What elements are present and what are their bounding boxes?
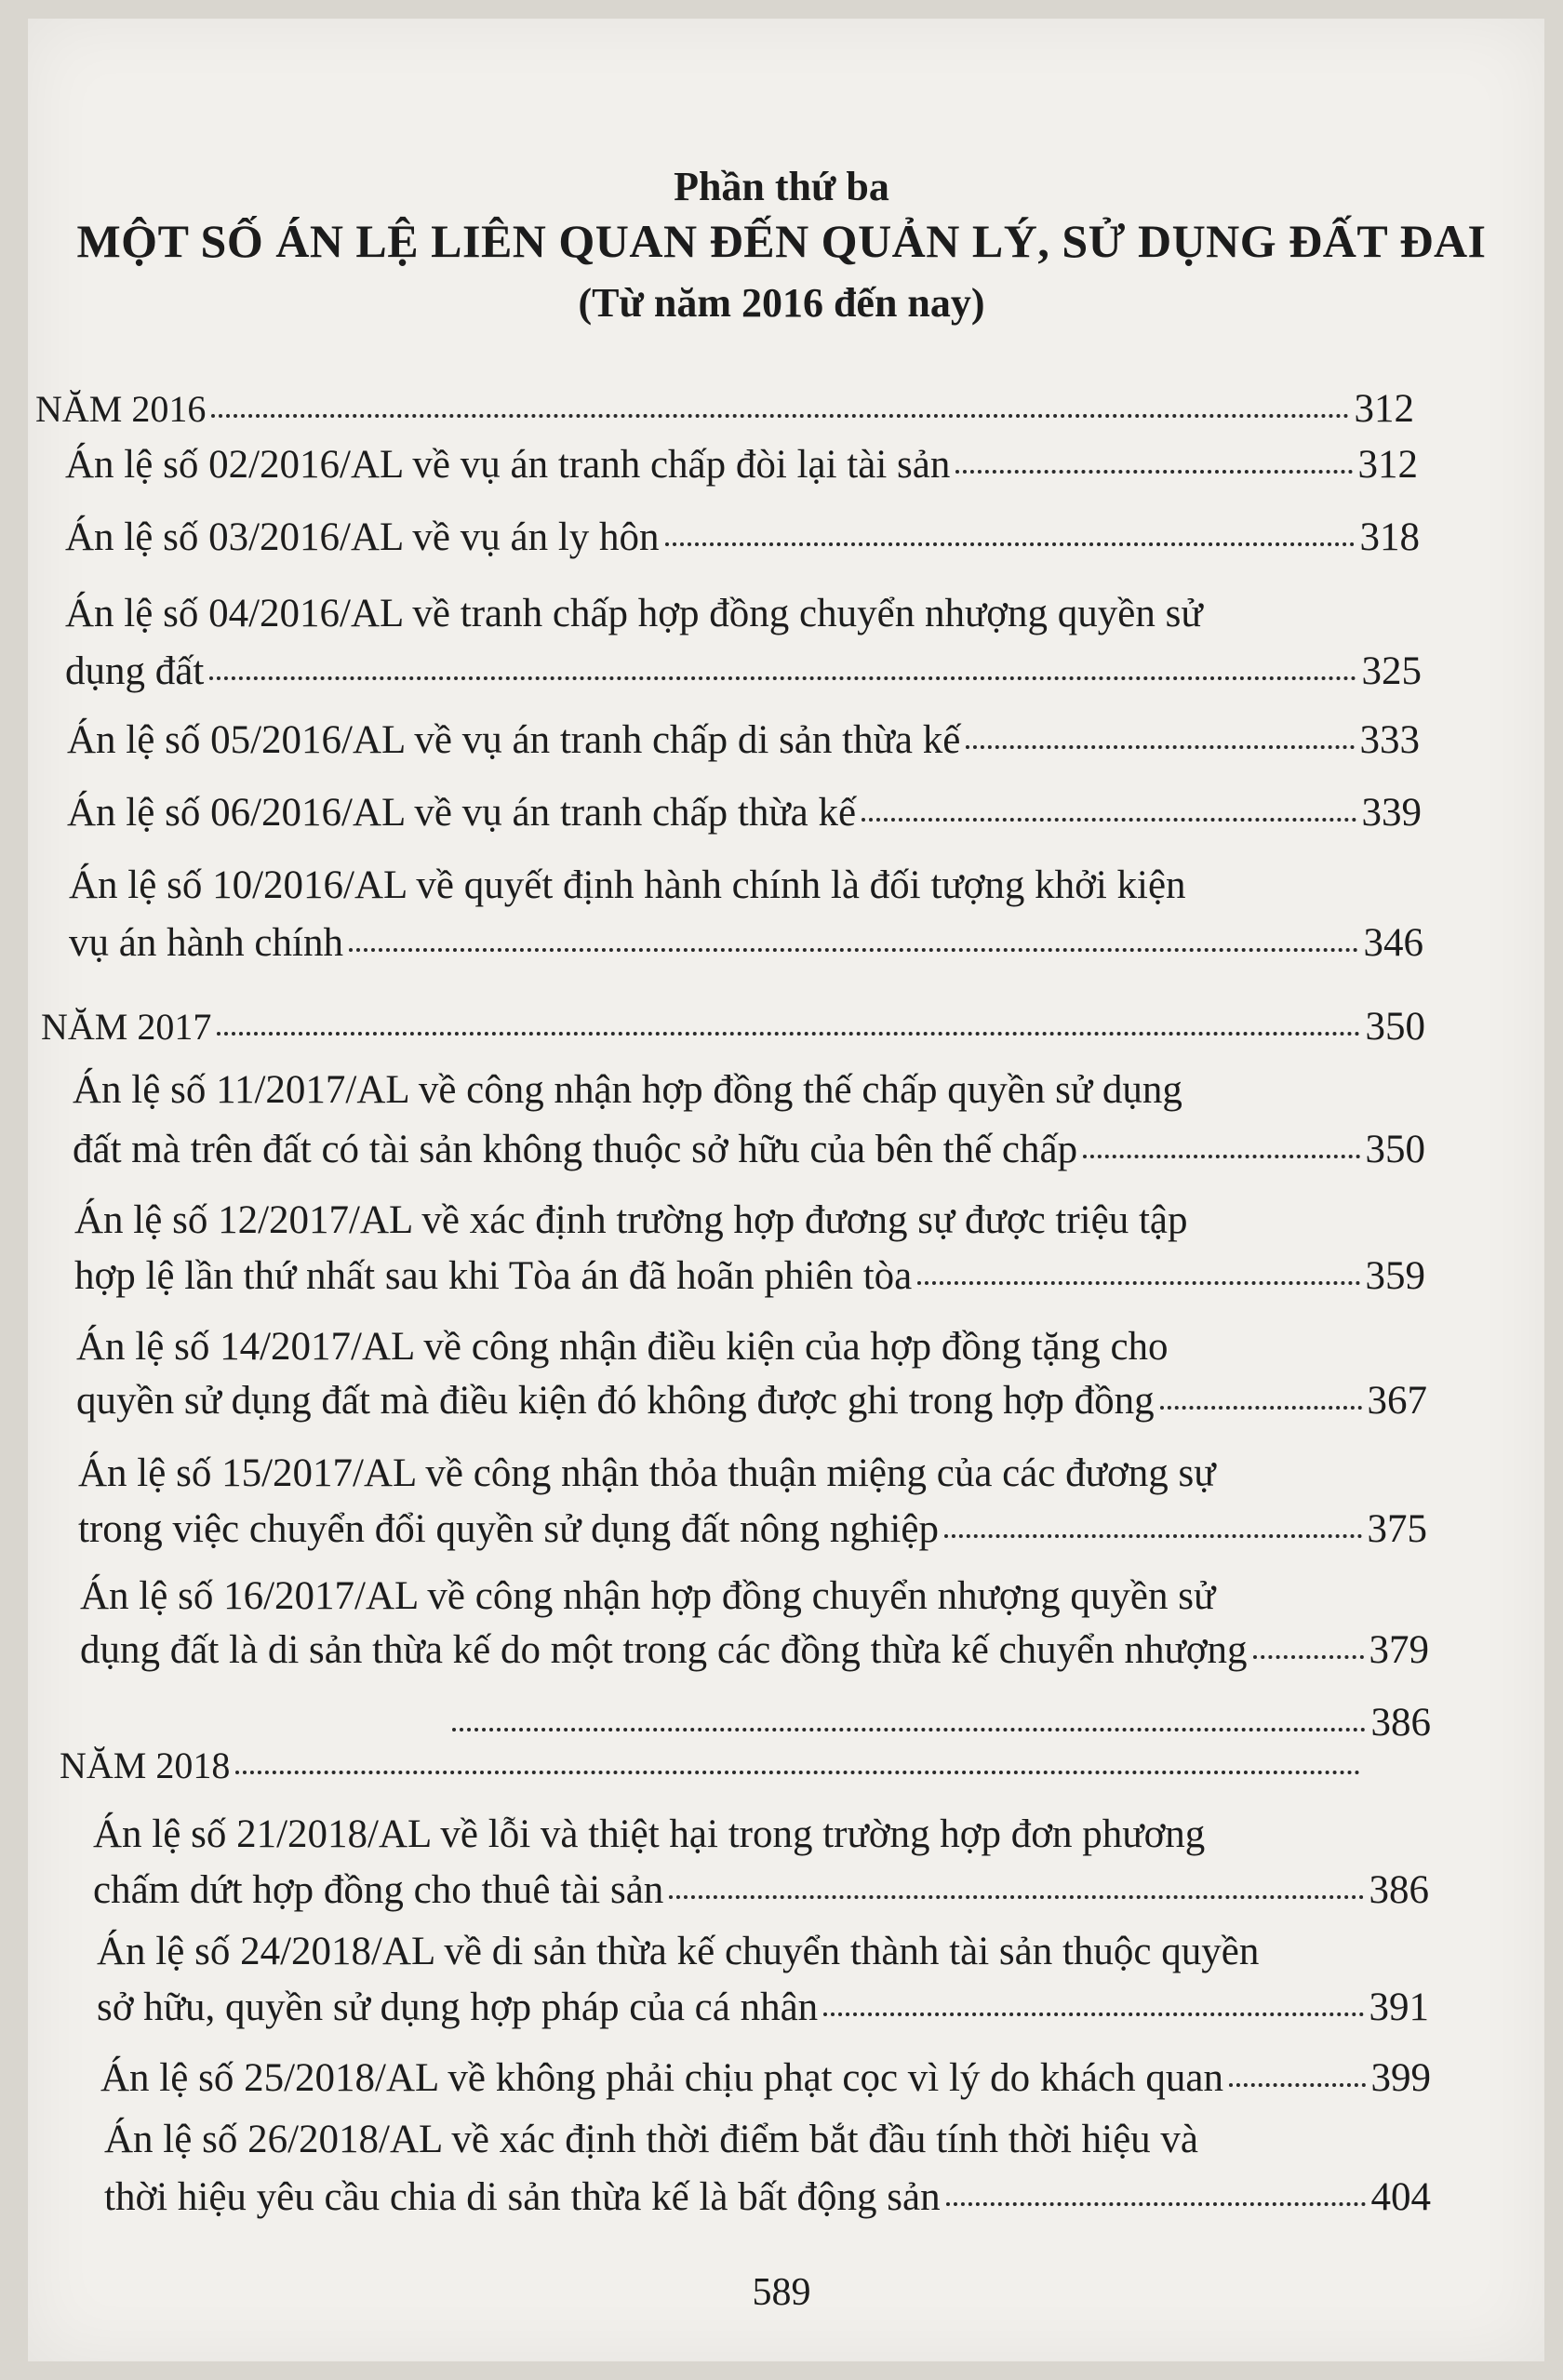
toc-entry-title: trong việc chuyển đổi quyền sử dụng đất nông nghiệp: [78, 1507, 939, 1551]
toc-entry-15-2017-line1: Án lệ số 15/2017/AL về công nhận thỏa thuận miệng của các đương sự: [78, 1451, 1216, 1495]
toc-entry-21-2018-line1: Án lệ số 21/2018/AL về lỗi và thiệt hại trong trường hợp đơn phương: [93, 1812, 1206, 1856]
toc-page-number: 346: [1363, 921, 1423, 965]
toc-page-number: 359: [1365, 1254, 1425, 1298]
toc-leader: [862, 817, 1356, 822]
toc-entry-24-2018: [97, 1987, 1429, 2027]
toc-entry-title: vụ án hành chính: [69, 921, 343, 965]
toc-page-number: 350: [1365, 1128, 1425, 1171]
toc-page-number: 318: [1359, 515, 1420, 559]
toc-year-2018: [60, 1747, 1366, 1785]
toc-entry-16-2017-line1: Án lệ số 16/2017/AL về công nhận hợp đồng chuyển nhượng quyền sử: [80, 1574, 1216, 1618]
toc-entry-title: đất mà trên đất có tài sản không thuộc sở hữu của bên thế chấp: [73, 1128, 1078, 1171]
toc-page-number: 339: [1361, 791, 1422, 835]
toc-entry-title: dụng đất: [65, 649, 205, 693]
toc-leader: [1253, 1654, 1364, 1659]
toc-page-number: 350: [1365, 1005, 1425, 1049]
toc-leader: [209, 675, 1356, 680]
toc-leader: [211, 413, 1348, 418]
toc-year-2017: [41, 1007, 1425, 1047]
toc-leader-line-386: [447, 1703, 1431, 1743]
toc-entry-26-2018: [104, 2177, 1431, 2217]
toc-page-number: 386: [1370, 1701, 1431, 1745]
toc-leader: [966, 744, 1354, 749]
toc-entry-title: Án lệ số 03/2016/AL về vụ án ly hôn: [65, 515, 660, 559]
toc-leader: [1229, 2082, 1366, 2087]
main-title: MỘT SỐ ÁN LỆ LIÊN QUAN ĐẾN QUẢN LÝ, SỬ DỤNG ĐẤT ĐAI: [76, 215, 1487, 267]
toc-entry-10-2016-line1: Án lệ số 10/2016/AL về quyết định hành chính là đối tượng khởi kiện: [69, 863, 1186, 907]
toc-leader: [955, 469, 1352, 474]
toc-page-number: 379: [1369, 1628, 1429, 1672]
toc-entry-11-2017-line1: Án lệ số 11/2017/AL về công nhận hợp đồng thế chấp quyền sử dụng: [73, 1068, 1182, 1112]
toc-entry-12-2017: [74, 1256, 1425, 1296]
toc-entry-title: thời hiệu yêu cầu chia di sản thừa kế là bất động sản: [104, 2175, 941, 2219]
toc-entry-title: quyền sử dụng đất mà điều kiện đó không được ghi trong hợp đồng: [76, 1379, 1155, 1423]
toc-entry-title: chấm dứt hợp đồng cho thuê tài sản: [93, 1868, 664, 1912]
toc-leader: [1083, 1154, 1359, 1158]
toc-year-2016: [35, 389, 1414, 429]
page-number: 589: [752, 2271, 811, 2314]
toc-leader: [917, 1280, 1359, 1285]
toc-page-number: 367: [1367, 1379, 1427, 1423]
toc-entry-14-2017: [76, 1381, 1427, 1421]
toc-year-label: NĂM 2016: [35, 388, 207, 430]
toc-year-label: NĂM 2017: [41, 1006, 212, 1048]
toc-leader: [665, 542, 1355, 546]
toc-page-number: 325: [1361, 649, 1422, 693]
toc-entry-title: Án lệ số 06/2016/AL về vụ án tranh chấp thừa kế: [67, 791, 857, 835]
toc-page-number: 312: [1357, 443, 1418, 487]
toc-leader: [452, 1727, 1366, 1732]
toc-entry-03-2016: [65, 517, 1420, 557]
toc-entry-04-2016-line1: Án lệ số 04/2016/AL về tranh chấp hợp đồng chuyển nhượng quyền sử: [65, 592, 1203, 635]
toc-entry-15-2017: [78, 1509, 1427, 1549]
toc-entry-16-2017: [80, 1630, 1429, 1670]
toc-entry-06-2016: [67, 793, 1422, 833]
toc-page-number: 404: [1370, 2175, 1431, 2219]
toc-leader: [669, 1894, 1363, 1899]
toc-entry-26-2018-line1: Án lệ số 26/2018/AL về xác định thời điểm bắt đầu tính thời hiệu và: [104, 2118, 1199, 2161]
subtitle: (Từ năm 2016 đến nay): [578, 280, 985, 326]
toc-entry-title: Án lệ số 02/2016/AL về vụ án tranh chấp đòi lại tài sản: [65, 443, 951, 487]
toc-entry-title: hợp lệ lần thứ nhất sau khi Tòa án đã hoãn phiên tòa: [74, 1254, 913, 1298]
toc-page-number: 312: [1354, 387, 1414, 431]
toc-leader: [235, 1770, 1360, 1774]
toc-leader: [944, 1533, 1362, 1538]
toc-entry-14-2017-line1: Án lệ số 14/2017/AL về công nhận điều kiện của hợp đồng tặng cho: [76, 1325, 1169, 1369]
toc-page-number: 391: [1369, 1986, 1429, 2029]
toc-leader: [217, 1031, 1359, 1036]
toc-page-number: 333: [1359, 718, 1420, 762]
toc-entry-11-2017: [73, 1130, 1425, 1170]
toc-page-number: 375: [1367, 1507, 1427, 1551]
toc-leader: [1160, 1405, 1362, 1410]
toc-entry-04-2016: [65, 651, 1422, 691]
toc-leader: [946, 2201, 1366, 2206]
toc-entry-title: Án lệ số 25/2018/AL về không phải chịu phạt cọc vì lý do khách quan: [100, 2056, 1223, 2100]
toc-entry-02-2016: [65, 445, 1418, 485]
toc-year-label: NĂM 2018: [60, 1745, 231, 1786]
toc-entry-21-2018: [93, 1870, 1429, 1910]
toc-entry-24-2018-line1: Án lệ số 24/2018/AL về di sản thừa kế chuyển thành tài sản thuộc quyền: [97, 1930, 1260, 1973]
toc-leader: [349, 947, 1358, 952]
toc-entry-10-2016: [69, 923, 1423, 963]
toc-entry-25-2018: [100, 2058, 1431, 2098]
toc-entry-title: sở hữu, quyền sử dụng hợp pháp của cá nhân: [97, 1986, 819, 2029]
toc-page-number: 386: [1369, 1868, 1429, 1912]
toc-page-number: 399: [1370, 2056, 1431, 2100]
toc-entry-title: Án lệ số 05/2016/AL về vụ án tranh chấp di sản thừa kế: [67, 718, 961, 762]
toc-leader: [823, 2012, 1363, 2016]
toc-entry-title: dụng đất là di sản thừa kế do một trong các đồng thừa kế chuyển nhượng: [80, 1628, 1248, 1672]
toc-entry-12-2017-line1: Án lệ số 12/2017/AL về xác định trường hợp đương sự được triệu tập: [74, 1198, 1188, 1242]
toc-entry-05-2016: [67, 720, 1420, 760]
part-title: Phần thứ ba: [674, 164, 889, 209]
